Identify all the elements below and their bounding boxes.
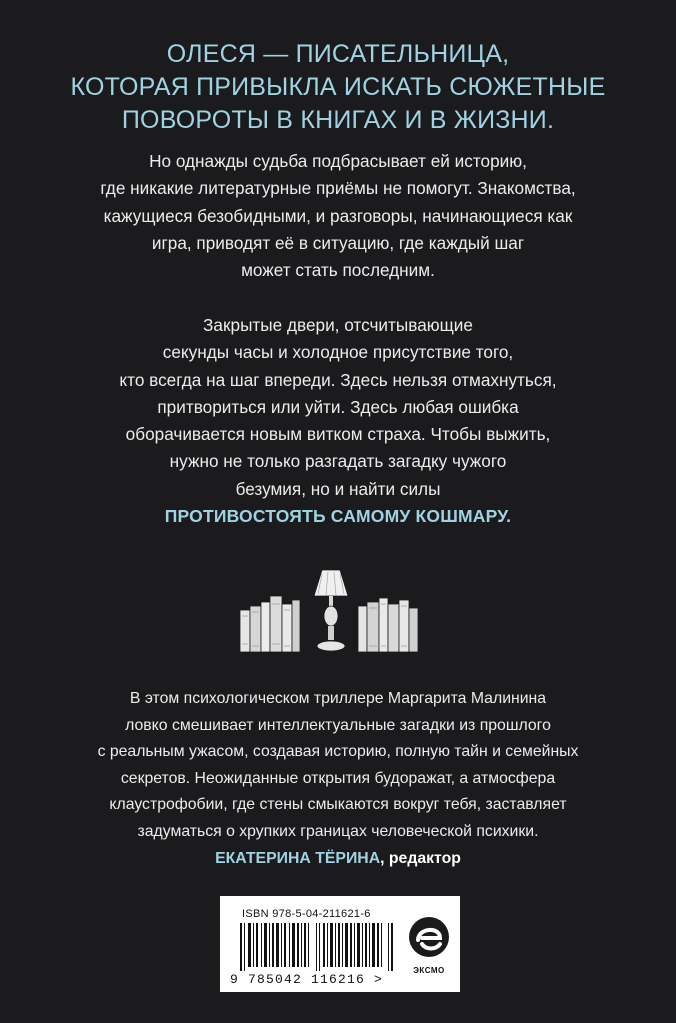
books-and-lamp-icon [236, 566, 442, 654]
quote-line: с реальным ужасом, создавая историю, полную тайн и семейных [97, 743, 579, 761]
publisher-name: ЭКСМО [413, 966, 445, 975]
quote-line: В этом психологическом триллере Маргарита Малинина [129, 690, 547, 707]
quote-line: клаустрофобии, где стены смыкаются вокруг тебя, заставляет [109, 796, 567, 814]
barcode-icon [240, 923, 400, 971]
text-line: безумия, но и найти силы [235, 478, 441, 499]
synopsis-paragraph-1 [0, 148, 676, 284]
isbn-number: ISBN 978-5-04-211621-6 [242, 908, 371, 920]
text-line: может стать последним. [241, 260, 435, 281]
headline-line: КОТОРАЯ ПРИВЫКЛА ИСКАТЬ СЮЖЕТНЫЕ [70, 73, 606, 101]
quote-line: задуматься о хрупких границах человеческой психики. [137, 822, 539, 840]
cover-headline [0, 38, 676, 137]
editor-attribution [0, 846, 676, 873]
headline-line: ОЛЕСЯ — ПИСАТЕЛЬНИЦА, [166, 40, 510, 68]
text-line: игра, приводят её в ситуацию, где каждый шаг [151, 232, 525, 253]
text-line: кажущиеся безобидными, и разговоры, начинающиеся как [103, 205, 573, 226]
text-line: секунды часы и холодное присутствие того, [162, 342, 514, 363]
headline-line: ПОВОРОТЫ В КНИГАХ И В ЖИЗНИ. [121, 106, 555, 134]
text-line: притвориться или уйти. Здесь любая ошибка [157, 396, 519, 417]
ean-number: 9 785042 116216 > [230, 972, 384, 987]
text-line: оборачивается новым витком страха. Чтобы выжить, [125, 424, 551, 445]
publisher-logo [402, 910, 456, 982]
text-line: Но однажды судьба подбрасывает ей историю, [149, 151, 527, 171]
text-line: Закрытые двери, отсчитывающие [203, 315, 473, 335]
text-line: где никакие литературные приёмы не помогут. Знакомства, [100, 178, 576, 199]
text-line: кто всегда на шаг впереди. Здесь нельзя отмахнуться, [119, 369, 557, 390]
editor-name: ЕКАТЕРИНА ТЁРИНА [215, 849, 381, 867]
quote-line: ловко смешивает интеллектуальные загадки из прошлого [125, 716, 551, 734]
quote-line: секретов. Неожиданные открытия будоражат, а атмосфера [120, 769, 556, 787]
eksmo-logo-icon [402, 910, 456, 966]
accent-line: ПРОТИВОСТОЯТЬ САМОМУ КОШМАРУ. [164, 506, 512, 527]
editor-role: , редактор [380, 849, 461, 867]
synopsis-paragraph-2 [0, 312, 676, 530]
editor-review [0, 686, 676, 872]
text-line: нужно не только разгадать загадку чужого [169, 451, 507, 472]
